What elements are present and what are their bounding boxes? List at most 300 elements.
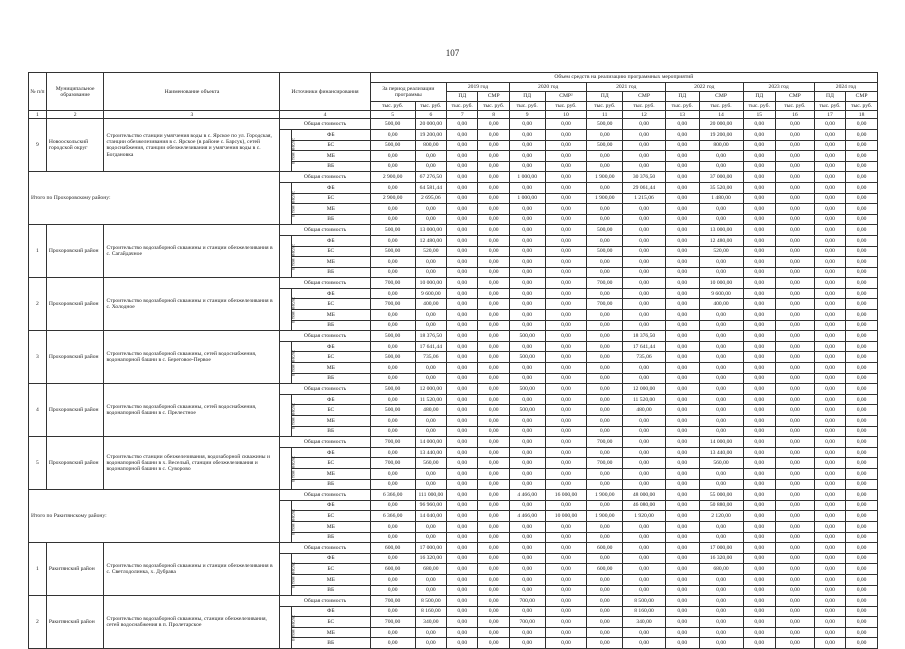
source-label: Общая стоимость bbox=[280, 384, 370, 395]
value-cell: 0,00 bbox=[509, 606, 545, 617]
value-cell: 0,00 bbox=[666, 299, 700, 310]
value-cell: 0,00 bbox=[846, 299, 878, 310]
unit-label: тыс. руб. bbox=[846, 101, 878, 111]
value-cell: 0,00 bbox=[814, 151, 845, 162]
municipal-name: Прохоровский район bbox=[46, 384, 104, 437]
table-body bbox=[29, 119, 878, 649]
value-cell: 0,00 bbox=[666, 479, 700, 490]
value-cell: 0,00 bbox=[370, 129, 415, 140]
value-cell: 0,00 bbox=[509, 267, 545, 278]
value-cell: 0,00 bbox=[545, 320, 587, 331]
table-row bbox=[29, 596, 878, 607]
value-cell: 0,00 bbox=[623, 479, 666, 490]
value-cell: 0,00 bbox=[743, 606, 775, 617]
value-cell: 0,00 bbox=[776, 320, 815, 331]
value-cell: 0,00 bbox=[509, 394, 545, 405]
value-cell: 0,00 bbox=[478, 214, 509, 225]
value-cell: 0,00 bbox=[478, 331, 509, 342]
value-cell: 680,00 bbox=[699, 564, 743, 575]
value-cell: 0,00 bbox=[846, 288, 878, 299]
value-cell: 0,00 bbox=[666, 447, 700, 458]
value-cell: 0,00 bbox=[846, 543, 878, 554]
value-cell: 0,00 bbox=[666, 574, 700, 585]
value-cell: 0,00 bbox=[478, 627, 509, 638]
value-cell: 0,00 bbox=[478, 151, 509, 162]
value-cell: 0,00 bbox=[623, 288, 666, 299]
value-cell: 0,00 bbox=[545, 119, 587, 130]
value-cell: 111 000,00 bbox=[415, 490, 446, 501]
value-cell: 0,00 bbox=[370, 267, 415, 278]
object-name: Строительство водозаборной скважины, станции обезжелезивания, сетей водоснабжения в п. Пролетарское bbox=[104, 596, 280, 649]
value-cell: 0,00 bbox=[743, 246, 775, 257]
value-cell: 17 000,00 bbox=[699, 543, 743, 554]
value-cell: 0,00 bbox=[846, 384, 878, 395]
value-cell: 0,00 bbox=[478, 161, 509, 172]
value-cell: 0,00 bbox=[814, 553, 845, 564]
value-cell: 0,00 bbox=[776, 161, 815, 172]
value-cell: 0,00 bbox=[776, 151, 815, 162]
column-number: 16 bbox=[776, 111, 815, 119]
value-cell: 0,00 bbox=[587, 638, 623, 649]
value-cell: 0,00 bbox=[666, 214, 700, 225]
column-number: 11 bbox=[587, 111, 623, 119]
value-cell: 0,00 bbox=[415, 585, 446, 596]
value-cell: 0,00 bbox=[545, 500, 587, 511]
value-cell: 680,00 bbox=[415, 564, 446, 575]
value-cell: 0,00 bbox=[545, 246, 587, 257]
value-cell: 0,00 bbox=[415, 627, 446, 638]
value-cell: 0,00 bbox=[846, 257, 878, 268]
value-cell: 800,00 bbox=[699, 140, 743, 151]
value-cell: 0,00 bbox=[545, 235, 587, 246]
value-cell: 0,00 bbox=[846, 246, 878, 257]
value-cell: 0,00 bbox=[509, 627, 545, 638]
value-cell: 0,00 bbox=[545, 352, 587, 363]
value-cell: 0,00 bbox=[478, 373, 509, 384]
header-municipal: Муниципальное образование bbox=[46, 73, 104, 111]
value-cell: 8 500,00 bbox=[415, 596, 446, 607]
value-cell: 0,00 bbox=[545, 214, 587, 225]
value-cell: 48 000,00 bbox=[623, 490, 666, 501]
value-cell: 0,00 bbox=[846, 225, 878, 236]
table-row bbox=[29, 384, 878, 395]
value-cell: 0,00 bbox=[666, 204, 700, 215]
unit-label: тыс. руб. bbox=[623, 101, 666, 111]
column-number: 15 bbox=[743, 111, 775, 119]
header-year-2020: 2020 год bbox=[509, 82, 587, 92]
value-cell: 0,00 bbox=[846, 500, 878, 511]
value-cell: 400,00 bbox=[415, 299, 446, 310]
source-label: МБ bbox=[291, 521, 370, 532]
value-cell: 0,00 bbox=[846, 172, 878, 183]
value-cell: 700,00 bbox=[587, 299, 623, 310]
value-cell: 17 641,44 bbox=[623, 341, 666, 352]
value-cell: 0,00 bbox=[846, 352, 878, 363]
value-cell: 0,00 bbox=[814, 596, 845, 607]
value-cell: 0,00 bbox=[415, 257, 446, 268]
source-label: ФБ bbox=[291, 500, 370, 511]
value-cell: 0,00 bbox=[846, 574, 878, 585]
value-cell: 0,00 bbox=[623, 458, 666, 469]
value-cell: 0,00 bbox=[846, 331, 878, 342]
value-cell: 0,00 bbox=[776, 235, 815, 246]
column-number: 5 bbox=[370, 111, 415, 119]
value-cell: 0,00 bbox=[509, 521, 545, 532]
value-cell: 0,00 bbox=[509, 553, 545, 564]
value-cell: 0,00 bbox=[545, 331, 587, 342]
unit-label: тыс. руб. bbox=[743, 101, 775, 111]
value-cell: 0,00 bbox=[814, 373, 845, 384]
source-label: ФБ bbox=[291, 235, 370, 246]
municipal-name: Прохоровский район bbox=[46, 225, 104, 278]
value-cell: 0,00 bbox=[699, 532, 743, 543]
value-cell: 0,00 bbox=[776, 278, 815, 289]
value-cell: 0,00 bbox=[776, 267, 815, 278]
value-cell: 0,00 bbox=[509, 182, 545, 193]
value-cell: 0,00 bbox=[623, 151, 666, 162]
value-cell: 600,00 bbox=[587, 564, 623, 575]
value-cell: 10 000,00 bbox=[545, 511, 587, 522]
value-cell: 0,00 bbox=[509, 500, 545, 511]
value-cell: 0,00 bbox=[666, 129, 700, 140]
value-cell: 0,00 bbox=[447, 172, 478, 183]
value-cell: 0,00 bbox=[370, 235, 415, 246]
value-cell: 0,00 bbox=[846, 627, 878, 638]
value-cell: 0,00 bbox=[776, 384, 815, 395]
header-object: Наименование объекта bbox=[104, 73, 280, 111]
value-cell: 0,00 bbox=[814, 278, 845, 289]
value-cell: 0,00 bbox=[776, 394, 815, 405]
value-cell: 0,00 bbox=[623, 257, 666, 268]
value-cell: 0,00 bbox=[623, 161, 666, 172]
value-cell: 0,00 bbox=[666, 437, 700, 448]
value-cell: 0,00 bbox=[545, 553, 587, 564]
source-label: Общая стоимость bbox=[280, 119, 370, 130]
value-cell: 12 480,00 bbox=[415, 235, 446, 246]
municipal-name: Прохоровский район bbox=[46, 278, 104, 331]
value-cell: 500,00 bbox=[370, 352, 415, 363]
value-cell: 0,00 bbox=[478, 543, 509, 554]
value-cell: 0,00 bbox=[509, 235, 545, 246]
value-cell: 0,00 bbox=[370, 585, 415, 596]
value-cell: 17 000,00 bbox=[415, 543, 446, 554]
value-cell: 0,00 bbox=[447, 596, 478, 607]
header-pd: ПД bbox=[814, 92, 845, 102]
value-cell: 0,00 bbox=[743, 532, 775, 543]
value-cell: 0,00 bbox=[699, 310, 743, 321]
value-cell: 67 276,50 bbox=[415, 172, 446, 183]
value-cell: 0,00 bbox=[776, 373, 815, 384]
value-cell: 0,00 bbox=[846, 267, 878, 278]
value-cell: 0,00 bbox=[509, 437, 545, 448]
value-cell: 0,00 bbox=[447, 257, 478, 268]
value-cell: 0,00 bbox=[447, 193, 478, 204]
column-number: 18 bbox=[846, 111, 878, 119]
header-year-2021: 2021 год bbox=[587, 82, 666, 92]
value-cell: 0,00 bbox=[545, 447, 587, 458]
value-cell: 0,00 bbox=[447, 490, 478, 501]
value-cell: 0,00 bbox=[587, 426, 623, 437]
value-cell: 0,00 bbox=[587, 235, 623, 246]
value-cell: 500,00 bbox=[587, 140, 623, 151]
value-cell: 0,00 bbox=[623, 416, 666, 427]
value-cell: 18 376,50 bbox=[623, 331, 666, 342]
value-cell: 0,00 bbox=[743, 585, 775, 596]
value-cell: 1 900,00 bbox=[587, 511, 623, 522]
value-cell: 0,00 bbox=[743, 288, 775, 299]
value-cell: 0,00 bbox=[509, 543, 545, 554]
value-cell: 0,00 bbox=[743, 204, 775, 215]
value-cell: 0,00 bbox=[545, 405, 587, 416]
value-cell: 0,00 bbox=[447, 373, 478, 384]
value-cell: 0,00 bbox=[478, 299, 509, 310]
value-cell: 0,00 bbox=[447, 235, 478, 246]
value-cell: 0,00 bbox=[478, 310, 509, 321]
value-cell: 0,00 bbox=[509, 341, 545, 352]
value-cell: 0,00 bbox=[509, 151, 545, 162]
value-cell: 0,00 bbox=[509, 119, 545, 130]
value-cell: 20 000,00 bbox=[699, 119, 743, 130]
value-cell: 0,00 bbox=[587, 310, 623, 321]
value-cell: 0,00 bbox=[415, 468, 446, 479]
value-cell: 0,00 bbox=[478, 606, 509, 617]
header-no: № п/п bbox=[29, 73, 47, 111]
source-label: МБ bbox=[291, 257, 370, 268]
value-cell: 0,00 bbox=[370, 320, 415, 331]
value-cell: 0,00 bbox=[666, 596, 700, 607]
value-cell: 0,00 bbox=[447, 405, 478, 416]
value-cell: 0,00 bbox=[545, 437, 587, 448]
value-cell: 1 900,00 bbox=[587, 490, 623, 501]
value-cell: 0,00 bbox=[814, 310, 845, 321]
value-cell: 0,00 bbox=[776, 119, 815, 130]
value-cell: 0,00 bbox=[545, 193, 587, 204]
value-cell: 0,00 bbox=[370, 288, 415, 299]
header-pd: ПД bbox=[447, 92, 478, 102]
header-smr: СМР bbox=[623, 92, 666, 102]
value-cell: 0,00 bbox=[478, 193, 509, 204]
value-cell: 0,00 bbox=[776, 214, 815, 225]
value-cell: 0,00 bbox=[776, 627, 815, 638]
value-cell: 0,00 bbox=[846, 479, 878, 490]
value-cell: 735,06 bbox=[623, 352, 666, 363]
vertical-label-cell bbox=[280, 235, 297, 277]
vertical-label-cell bbox=[280, 606, 297, 648]
value-cell: 0,00 bbox=[370, 500, 415, 511]
value-cell: 0,00 bbox=[587, 214, 623, 225]
value-cell: 0,00 bbox=[545, 458, 587, 469]
value-cell: 0,00 bbox=[743, 384, 775, 395]
value-cell: 0,00 bbox=[478, 246, 509, 257]
source-label: БС bbox=[291, 299, 370, 310]
value-cell: 0,00 bbox=[846, 426, 878, 437]
total-label: Итого по Ракитянскому району: bbox=[29, 490, 280, 543]
value-cell: 0,00 bbox=[666, 182, 700, 193]
value-cell: 0,00 bbox=[743, 394, 775, 405]
value-cell: 9 600,00 bbox=[415, 288, 446, 299]
total-row bbox=[29, 172, 878, 183]
value-cell: 600,00 bbox=[370, 543, 415, 554]
value-cell: 0,00 bbox=[814, 225, 845, 236]
value-cell: 0,00 bbox=[776, 553, 815, 564]
value-cell: 0,00 bbox=[846, 490, 878, 501]
value-cell: 11 520,00 bbox=[415, 394, 446, 405]
value-cell: 0,00 bbox=[587, 204, 623, 215]
value-cell: 0,00 bbox=[415, 161, 446, 172]
value-cell: 500,00 bbox=[509, 352, 545, 363]
value-cell: 0,00 bbox=[699, 416, 743, 427]
value-cell: 0,00 bbox=[447, 564, 478, 575]
value-cell: 0,00 bbox=[415, 310, 446, 321]
source-label: МБ bbox=[291, 204, 370, 215]
header-pd: ПД bbox=[743, 92, 775, 102]
header-year-2024: 2024 год bbox=[814, 82, 877, 92]
value-cell: 0,00 bbox=[666, 426, 700, 437]
value-cell: 1 215,06 bbox=[623, 193, 666, 204]
row-number: 9 bbox=[29, 119, 47, 172]
value-cell: 0,00 bbox=[587, 416, 623, 427]
value-cell: 0,00 bbox=[447, 447, 478, 458]
value-cell: 0,00 bbox=[846, 416, 878, 427]
value-cell: 0,00 bbox=[814, 331, 845, 342]
value-cell: 0,00 bbox=[478, 511, 509, 522]
unit-label: тыс. руб. bbox=[415, 101, 446, 111]
value-cell: 0,00 bbox=[447, 585, 478, 596]
value-cell: 0,00 bbox=[814, 352, 845, 363]
value-cell: 0,00 bbox=[587, 405, 623, 416]
source-label: Общая стоимость bbox=[280, 331, 370, 342]
value-cell: 0,00 bbox=[776, 331, 815, 342]
value-cell: 0,00 bbox=[623, 426, 666, 437]
value-cell: 0,00 bbox=[447, 246, 478, 257]
value-cell: 700,00 bbox=[587, 437, 623, 448]
value-cell: 0,00 bbox=[776, 437, 815, 448]
value-cell: 0,00 bbox=[415, 214, 446, 225]
vertical-label-cell bbox=[280, 182, 297, 224]
value-cell: 0,00 bbox=[545, 543, 587, 554]
value-cell: 10 000,00 bbox=[415, 278, 446, 289]
value-cell: 8 500,00 bbox=[623, 596, 666, 607]
value-cell: 0,00 bbox=[545, 151, 587, 162]
value-cell: 0,00 bbox=[666, 310, 700, 321]
row-number: 3 bbox=[29, 331, 47, 384]
value-cell: 0,00 bbox=[545, 596, 587, 607]
value-cell: 500,00 bbox=[370, 405, 415, 416]
value-cell: 0,00 bbox=[447, 627, 478, 638]
vertical-label: в том числе: bbox=[291, 138, 297, 165]
value-cell: 4 466,00 bbox=[509, 511, 545, 522]
value-cell: 0,00 bbox=[666, 119, 700, 130]
value-cell: 0,00 bbox=[814, 416, 845, 427]
value-cell: 0,00 bbox=[743, 373, 775, 384]
value-cell: 0,00 bbox=[587, 617, 623, 628]
value-cell: 0,00 bbox=[846, 585, 878, 596]
header-pd: ПД bbox=[509, 92, 545, 102]
value-cell: 9 600,00 bbox=[699, 288, 743, 299]
value-cell: 0,00 bbox=[814, 363, 845, 374]
value-cell: 0,00 bbox=[743, 426, 775, 437]
value-cell: 0,00 bbox=[545, 606, 587, 617]
value-cell: 0,00 bbox=[743, 299, 775, 310]
value-cell: 0,00 bbox=[666, 511, 700, 522]
value-cell: 0,00 bbox=[846, 564, 878, 575]
value-cell: 0,00 bbox=[447, 363, 478, 374]
value-cell: 0,00 bbox=[699, 617, 743, 628]
value-cell: 0,00 bbox=[509, 416, 545, 427]
value-cell: 0,00 bbox=[666, 288, 700, 299]
value-cell: 0,00 bbox=[846, 638, 878, 649]
value-cell: 0,00 bbox=[743, 214, 775, 225]
value-cell: 0,00 bbox=[743, 341, 775, 352]
source-label: ФБ bbox=[291, 606, 370, 617]
value-cell: 0,00 bbox=[666, 500, 700, 511]
value-cell: 0,00 bbox=[776, 193, 815, 204]
value-cell: 1 000,00 bbox=[509, 193, 545, 204]
source-label: МБ bbox=[291, 574, 370, 585]
value-cell: 0,00 bbox=[776, 257, 815, 268]
value-cell: 500,00 bbox=[509, 405, 545, 416]
value-cell: 0,00 bbox=[447, 225, 478, 236]
object-name: Строительство водозаборной скважины и станции обезжелезивания в с. Сагайдачное bbox=[104, 225, 280, 278]
value-cell: 0,00 bbox=[370, 151, 415, 162]
value-cell: 0,00 bbox=[814, 341, 845, 352]
unit-label: тыс. руб. bbox=[699, 101, 743, 111]
value-cell: 0,00 bbox=[743, 267, 775, 278]
value-cell: 0,00 bbox=[814, 511, 845, 522]
value-cell: 700,00 bbox=[587, 278, 623, 289]
value-cell: 0,00 bbox=[776, 416, 815, 427]
value-cell: 0,00 bbox=[509, 278, 545, 289]
value-cell: 0,00 bbox=[776, 426, 815, 437]
table-row bbox=[29, 543, 878, 554]
value-cell: 0,00 bbox=[666, 246, 700, 257]
value-cell: 0,00 bbox=[587, 384, 623, 395]
value-cell: 0,00 bbox=[478, 129, 509, 140]
value-cell: 0,00 bbox=[447, 161, 478, 172]
value-cell: 0,00 bbox=[699, 405, 743, 416]
value-cell: 0,00 bbox=[587, 585, 623, 596]
object-name: Строительство водозаборной скважины и станции обезжелезивания в с. Светлодолинка, х. Дубрава bbox=[104, 543, 280, 596]
value-cell: 0,00 bbox=[776, 543, 815, 554]
value-cell: 0,00 bbox=[776, 479, 815, 490]
value-cell: 0,00 bbox=[587, 161, 623, 172]
value-cell: 0,00 bbox=[447, 299, 478, 310]
value-cell: 0,00 bbox=[776, 606, 815, 617]
source-label: ВБ bbox=[291, 532, 370, 543]
value-cell: 0,00 bbox=[846, 437, 878, 448]
value-cell: 0,00 bbox=[743, 278, 775, 289]
value-cell: 30 376,50 bbox=[623, 172, 666, 183]
value-cell: 0,00 bbox=[776, 140, 815, 151]
vertical-label-cell bbox=[280, 341, 297, 383]
value-cell: 0,00 bbox=[447, 214, 478, 225]
value-cell: 0,00 bbox=[776, 458, 815, 469]
value-cell: 0,00 bbox=[623, 310, 666, 321]
value-cell: 0,00 bbox=[743, 458, 775, 469]
header-year-2022: 2022 год bbox=[666, 82, 744, 92]
value-cell: 0,00 bbox=[699, 373, 743, 384]
value-cell: 0,00 bbox=[623, 246, 666, 257]
value-cell: 0,00 bbox=[478, 458, 509, 469]
value-cell: 0,00 bbox=[447, 617, 478, 628]
value-cell: 0,00 bbox=[370, 363, 415, 374]
value-cell: 0,00 bbox=[623, 437, 666, 448]
value-cell: 0,00 bbox=[447, 182, 478, 193]
value-cell: 0,00 bbox=[666, 151, 700, 162]
value-cell: 0,00 bbox=[623, 235, 666, 246]
source-label: ВБ bbox=[291, 214, 370, 225]
value-cell: 0,00 bbox=[666, 553, 700, 564]
